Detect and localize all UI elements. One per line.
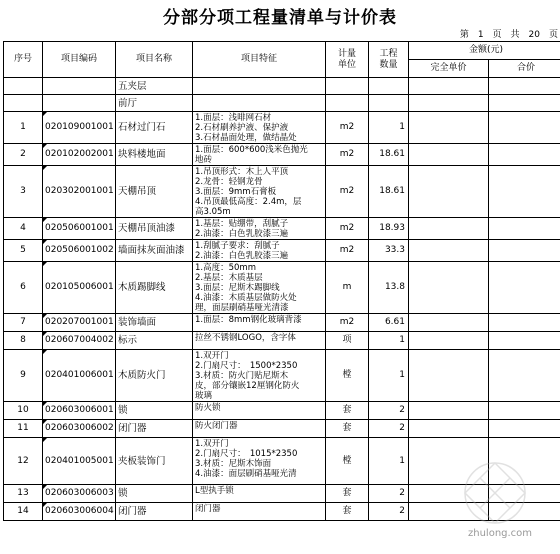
group-code	[43, 78, 116, 95]
row-seq: 10	[4, 402, 43, 420]
row-total	[489, 262, 560, 314]
table-row	[4, 402, 560, 420]
row-feature: 1.面层：600*600浅米色抛光 地砖	[193, 144, 326, 166]
table-row	[4, 485, 560, 503]
row-seq: 8	[4, 332, 43, 350]
row-code: 020105006001	[43, 262, 116, 314]
row-feature: 1.刮腻子要求：刮腻子 2.油漆：白色乳胶漆三遍	[193, 240, 326, 262]
row-seq: 13	[4, 485, 43, 503]
group-empty	[489, 78, 560, 95]
row-total	[489, 240, 560, 262]
row-qty: 2	[369, 402, 409, 420]
row-total	[489, 420, 560, 438]
row-seq: 3	[4, 166, 43, 218]
row-feature: 防火闭门器	[193, 420, 326, 438]
row-unit: 项	[326, 332, 369, 350]
row-unit: m	[326, 262, 369, 314]
row-name: 天棚吊顶	[116, 166, 193, 218]
row-qty: 2	[369, 485, 409, 503]
row-unit-price	[409, 485, 489, 503]
row-total	[489, 166, 560, 218]
row-code: 020401006001	[43, 350, 116, 402]
row-feature: 1.吊顶形式：木上人平顶 2.龙骨：轻钢龙骨 3.面层：9mm石膏板 4.吊顶最低高度：2.4m，层 高3.05m	[193, 166, 326, 218]
row-name: 木质踢脚线	[116, 262, 193, 314]
row-total	[489, 485, 560, 503]
row-name: 木质防火门	[116, 350, 193, 402]
row-unit-price	[409, 112, 489, 144]
row-feature: 1.双开门 2.门扇尺寸： 1500*2350 3.材质：防火门贴尼斯木 皮，部分镶嵌12厘钢化防火 玻璃	[193, 350, 326, 402]
row-unit: m2	[326, 166, 369, 218]
table-row	[4, 240, 560, 262]
row-name: 闭门器	[116, 420, 193, 438]
header-feature: 项目特征	[193, 42, 326, 78]
row-code: 020401005001	[43, 438, 116, 485]
row-feature: 闭门器	[193, 503, 326, 521]
row-unit-price	[409, 332, 489, 350]
header-name: 项目名称	[116, 42, 193, 78]
page-info: 第 1 页 共 20 页	[459, 30, 558, 40]
row-name: 装饰墙面	[116, 314, 193, 332]
row-qty: 1	[369, 350, 409, 402]
row-unit-price	[409, 350, 489, 402]
group-empty	[326, 95, 369, 112]
row-name: 块料楼地面	[116, 144, 193, 166]
row-unit: m2	[326, 218, 369, 240]
row-unit-price	[409, 144, 489, 166]
row-code: 020603006003	[43, 485, 116, 503]
row-code: 020109001001	[43, 112, 116, 144]
row-unit: 套	[326, 420, 369, 438]
row-seq: 1	[4, 112, 43, 144]
row-unit-price	[409, 218, 489, 240]
row-seq: 4	[4, 218, 43, 240]
row-name: 石材过门石	[116, 112, 193, 144]
group-row	[4, 78, 560, 95]
row-qty: 18.61	[369, 166, 409, 218]
table-row	[4, 314, 560, 332]
table-row	[4, 166, 560, 218]
page-title: 分部分项工程量清单与计价表	[163, 8, 397, 28]
bill-of-quantities-table	[3, 41, 560, 521]
group-row	[4, 95, 560, 112]
row-seq: 5	[4, 240, 43, 262]
row-feature: 1.高度：50mm 2.基层：木质基层 3.面层：尼斯木踢脚线 4.油漆：木质基层做防火处 理，面层刷硝基哑光清漆	[193, 262, 326, 314]
row-name: 墙面抹灰面油漆	[116, 240, 193, 262]
row-code: 020302001001	[43, 166, 116, 218]
row-unit: m2	[326, 240, 369, 262]
row-total	[489, 112, 560, 144]
row-seq: 6	[4, 262, 43, 314]
group-seq	[4, 95, 43, 112]
row-total	[489, 503, 560, 521]
row-unit-price	[409, 262, 489, 314]
watermark-text: zhulong.com	[468, 528, 533, 539]
row-unit: m2	[326, 144, 369, 166]
group-empty	[409, 95, 489, 112]
table-row	[4, 262, 560, 314]
row-seq: 9	[4, 350, 43, 402]
row-qty: 18.93	[369, 218, 409, 240]
row-qty: 2	[369, 420, 409, 438]
row-unit: 套	[326, 402, 369, 420]
row-unit-price	[409, 402, 489, 420]
row-qty: 6.61	[369, 314, 409, 332]
row-seq: 11	[4, 420, 43, 438]
row-qty: 33.3	[369, 240, 409, 262]
row-code: 020603006002	[43, 420, 116, 438]
row-name: 天棚吊顶油漆	[116, 218, 193, 240]
group-seq	[4, 78, 43, 95]
row-total	[489, 332, 560, 350]
row-unit: m2	[326, 112, 369, 144]
group-label: 五夹层	[116, 78, 193, 95]
row-feature: 1.面层：浅啡网石材 2.石材刷养护液、保护液 3.石材晶面处理，做结晶处	[193, 112, 326, 144]
row-unit-price	[409, 420, 489, 438]
table-row	[4, 350, 560, 402]
row-qty: 2	[369, 503, 409, 521]
row-feature: 防火锁	[193, 402, 326, 420]
header-code: 项目编码	[43, 42, 116, 78]
row-name: 闭门器	[116, 503, 193, 521]
row-code: 020506001002	[43, 240, 116, 262]
row-total	[489, 438, 560, 485]
group-empty	[369, 95, 409, 112]
row-feature: 1.面层：8mm钢化玻璃背漆	[193, 314, 326, 332]
row-feature: 1.双开门 2.门扇尺寸： 1015*2350 3.材质：尼斯木饰面 4.油漆：面层刷硝基哑光清	[193, 438, 326, 485]
group-empty	[193, 95, 326, 112]
row-unit: 樘	[326, 438, 369, 485]
row-unit-price	[409, 240, 489, 262]
row-unit: 套	[326, 485, 369, 503]
row-name: 锁	[116, 402, 193, 420]
table-row	[4, 332, 560, 350]
row-unit: m2	[326, 314, 369, 332]
row-unit: 樘	[326, 350, 369, 402]
table-row	[4, 218, 560, 240]
row-total	[489, 314, 560, 332]
row-qty: 1	[369, 332, 409, 350]
row-code: 020603006004	[43, 503, 116, 521]
group-empty	[326, 78, 369, 95]
table-row	[4, 144, 560, 166]
table-row	[4, 112, 560, 144]
row-code: 020506001001	[43, 218, 116, 240]
row-qty: 1	[369, 438, 409, 485]
row-qty: 1	[369, 112, 409, 144]
row-name: 锁	[116, 485, 193, 503]
group-empty	[409, 78, 489, 95]
group-empty	[489, 95, 560, 112]
row-unit-price	[409, 438, 489, 485]
group-empty	[369, 78, 409, 95]
header-total: 合价	[489, 60, 560, 78]
table-row	[4, 420, 560, 438]
row-total	[489, 144, 560, 166]
row-unit: 套	[326, 503, 369, 521]
row-total	[489, 218, 560, 240]
row-name: 标示	[116, 332, 193, 350]
row-code: 020207001001	[43, 314, 116, 332]
row-total	[489, 350, 560, 402]
group-code	[43, 95, 116, 112]
row-feature: 1.基层：贴绷带，刮腻子 2.油漆：白色乳胶漆三遍	[193, 218, 326, 240]
row-code: 020603006001	[43, 402, 116, 420]
row-total	[489, 402, 560, 420]
header-unit: 计量 单位	[326, 42, 369, 78]
group-empty	[193, 78, 326, 95]
row-unit-price	[409, 503, 489, 521]
row-code: 020607004002	[43, 332, 116, 350]
row-qty: 13.8	[369, 262, 409, 314]
header-amount: 金额(元)	[409, 42, 560, 60]
row-seq: 2	[4, 144, 43, 166]
row-code: 020102002001	[43, 144, 116, 166]
row-name: 夹板装饰门	[116, 438, 193, 485]
row-unit-price	[409, 166, 489, 218]
row-feature: L型执手锁	[193, 485, 326, 503]
row-unit-price	[409, 314, 489, 332]
header-unit-price: 完全单价	[409, 60, 489, 78]
table-row	[4, 503, 560, 521]
row-seq: 7	[4, 314, 43, 332]
header-qty: 工程 数量	[369, 42, 409, 78]
table-row	[4, 438, 560, 485]
row-feature: 拉丝不锈钢LOGO，含字体	[193, 332, 326, 350]
row-seq: 12	[4, 438, 43, 485]
header-seq: 序号	[4, 42, 43, 78]
row-seq: 14	[4, 503, 43, 521]
group-label: 前厅	[116, 95, 193, 112]
row-qty: 18.61	[369, 144, 409, 166]
table-body	[4, 78, 560, 521]
